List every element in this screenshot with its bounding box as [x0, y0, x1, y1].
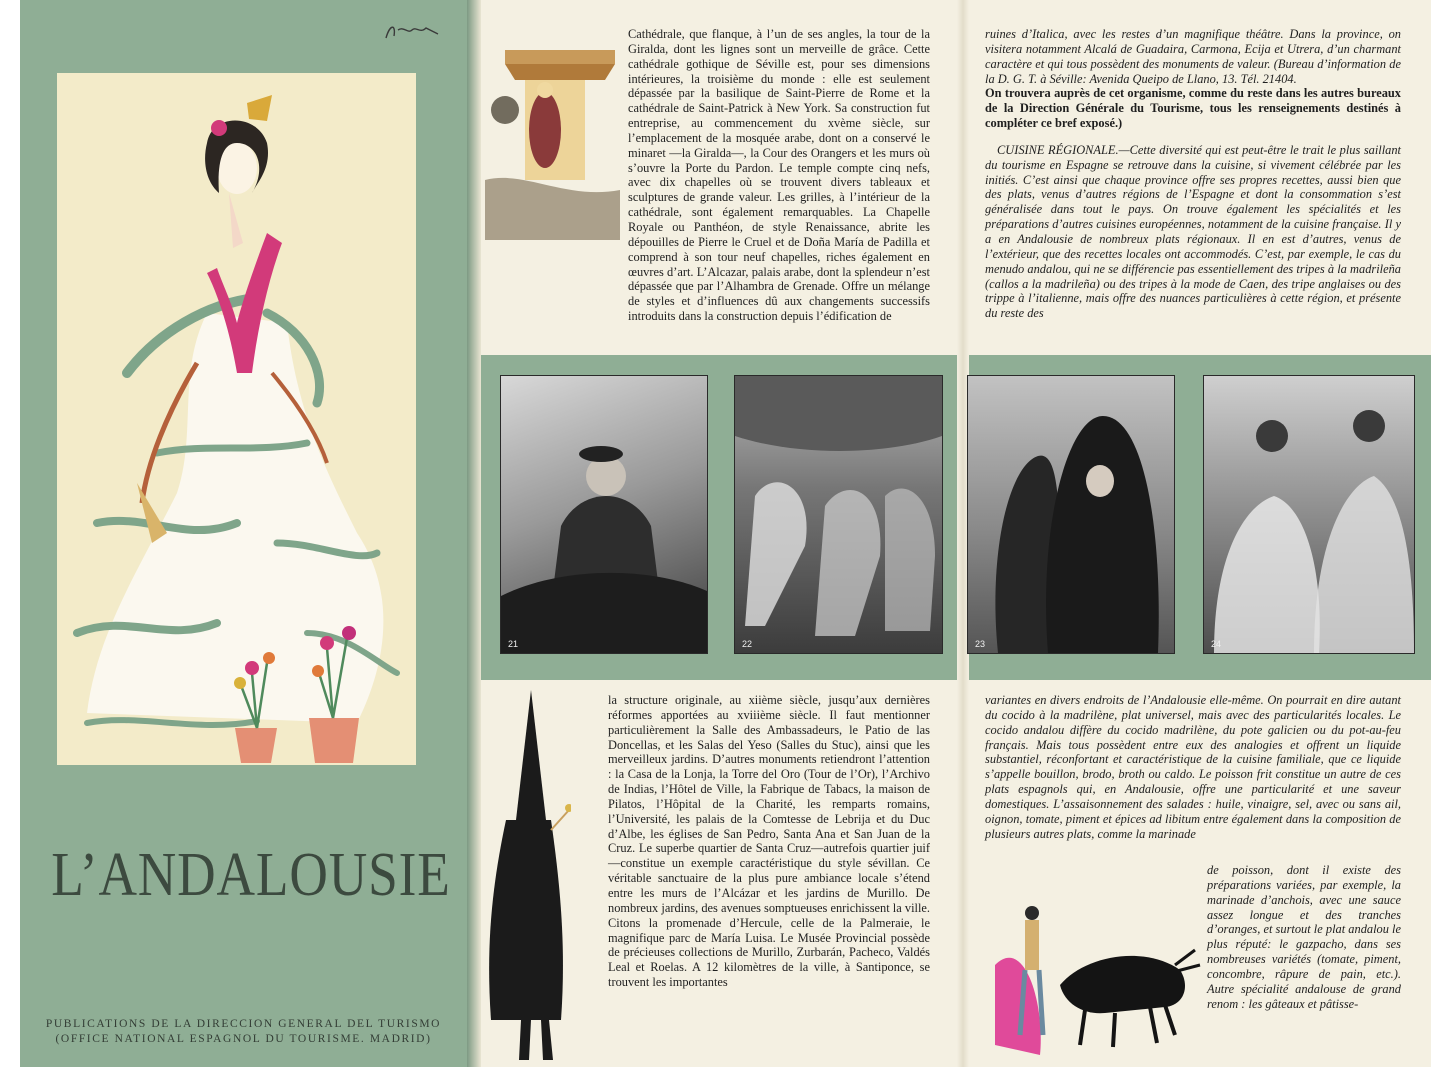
text-column-bottom-right-narrow [1207, 863, 1401, 1011]
paragraph-cathedrale: Cathédrale, que flanque, à l’un de ses angles, la tour de la Giralda, dont les lignes sont un merveille de grâce. Cette cathédrale gothique de Séville est, pour ses dimensions intérieures, la troisième du monde : elle est seulement dépassée par la basilique de Saint-Pierre de Rome et la cathédrale de Saint-Patrick à New York. Sa construction fut entreprise, au commencement du xvème siècle, sur l’emplacement de la mosquée arabe, dont on a conservé le minaret —la Giralda—, la Cour des Orangers et les murs où s’ouvre la Porte du Pardon. Le temple compte cinq nefs, avec dix chapelles où se trouvent divers tableaux et sculptures de grande valeur. Les grilles, à l’intérieur de la cathédrale, sont également remarquables. La Chapelle Royale ou Panthéon, de style Renaissance, abrite les dépouilles de Pierre le Cruel et de Doña María de Padilla et comprend à son tour neuf chapelles, riches également en œuvres d’art. L’Alcazar, palais arabe, dont la splendeur n’est dépassée que par l’Alhambra de Grenade. Offre un mélange de styles et d’influences dû aux changements successifs introduits dans la construction depuis l’édification de [628, 27, 930, 324]
cover-title: L’ANDALOUSIE [51, 841, 451, 909]
photo-number: 23 [975, 639, 986, 649]
paragraph-dgt-info: On trouvera auprès de cet organisme, comme du reste dans les autres bureaux de la Direction Générale du Tourisme, tous les renseignements destinés à compléter ce bref exposé.) [985, 86, 1401, 131]
bullfight-illustration [985, 895, 1210, 1065]
paragraph-alcazar-monuments: la structure originale, au xiième siècle, jusqu’aux dernières réformes apportées au xviiième siècle. Il faut mentionner particulièrement la Salle des Ambassadeurs, le Patio de las Doncellas, et les Salas del Yeso (Salles du Stuc), ainsi que les merveilleux jardins. D’autres monuments retiendront l’attention : la Casa de la Lonja, la Torre del Oro (Tour de l’Or), l’Archivo de Indias, l’Hôtel de Ville, la Fabrique de Tabacs, la maison de Pilatos, l’Hôpital de la Charité, les remparts romains, l’Université, les palais de la Comtesse de Lebrija et du Duc d’Albe, les églises de San Pedro, Santa Ana et San Juan de la Cruz. Le superbe quartier de Santa Cruz—autrefois quartier juif—constitue un exemple caractéristique du style sévillan. Ce véritable sanctuaire de la plus pure ambiance locale s’étend entre les murs de l’Alcázar et les jardins de Murillo. De nombreux jardins, des avenues somptueuses enrichissent la ville. Citons la promenade d’Hercule, celle de la Palmeraie, le magnifique parc de María Luisa. Le Musée Provincial possède de précieuses collections de Murillo, Zurbarán, Pacheco, Valdés Leal et Roelas. A 12 kilomètres de la ville, à Santiponce, se trouvent les importantes [608, 693, 930, 990]
photo-dancers [734, 375, 943, 654]
text-column-bottom-left [608, 693, 930, 990]
photo-number: 24 [1211, 639, 1222, 649]
dancer-drawing [57, 73, 416, 765]
photo-horseman [500, 375, 708, 654]
procession-float-illustration [485, 30, 620, 240]
penitent-figure-illustration [481, 690, 571, 1065]
publisher-line-2: (OFFICE NATIONAL ESPAGNOL DU TOURISME. MADRID) [55, 1033, 432, 1045]
photo-number: 22 [742, 639, 753, 649]
artist-signature [382, 16, 442, 46]
flamenco-dancer-illustration [57, 73, 416, 765]
paragraph-cocido: variantes en divers endroits de l’Andalousie elle-même. On pourrait en dire autant du cocido à la madrilène, plat universel, mais avec des particularités locales. Le cocido andalou diffère du cocido madrilène, du pote galicien ou du pot-au-feu français. Mais tous possèdent entre eux des analogies et offrent un liquide substantiel, réconfortant et caractéristique de la cuisine familiale, que ce liquide s’appelle bouillon, brodo, broth ou caldo. Le poisson frit constitue un autre de ces plats espagnols qui, en Andalousie, offre une particularité et une saveur domestiques. L’assaisonnement des salades : huile, vinaigre, sel, avec ou sans ail, oignon, tomate, piment et épices ad libitum entre également dans la composition de plusieurs autres plats, comme la marinade [985, 693, 1401, 841]
paragraph-cuisine-regionale: CUISINE RÉGIONALE.—Cette diversité qui est peut-être le trait le plus saillant du tourisme en Espagne se retrouve dans la cuisine, si vivement célébrée par les initiés. C’est ainsi que chaque province offre ses propres recettes, aussi bien que des plats, venus d’autres régions de l’Espagne et dont la consommation s’est généralisée dans tout le pays. On trouve également les spécialités et les préparations d’autres cuisines européennes, notamment de la cuisine française. Il y a en Andalousie de nombreux plats régionaux. Il en est d’autres, venus de l’extérieur, que des recettes locales ont accommodés. C’est, par exemple, le cas du menudo andalou, qui ne se différencie pas essentiellement des tripes à la madrileña (callos a la madrileña) ou des tripes à la mode de Caen, des tripe anglaises ou des trippe à l’italienne, mais offre des nuances particulières à cette région, et présente du reste des [985, 142, 1401, 321]
text-column-bottom-right [985, 693, 1401, 841]
flower-pot-right [309, 718, 359, 763]
paragraph-gazpacho: de poisson, dont il existe des préparations variées, par exemple, la marinade d’anchois, avec une sauce assez longue et des tranches d’oranges, et surtout le plat andalou le plus réputé: le gazpacho, dans ses nombreuses variétés (tomate, piment, concombre, râpure de pain, etc.). Autre spécialité andalouse de grand renom : les gâteaux et pâtisse- [1207, 863, 1401, 1011]
photo-number: 21 [508, 639, 519, 649]
photo-veiled-women [967, 375, 1175, 654]
text-column-top-right [985, 27, 1401, 321]
paragraph-italica: ruines d’Italica, avec les restes d’un magnifique théâtre. Dans la province, on visitera notamment Alcalá de Guadaira, Carmona, Ecija et Utrera, d’un charmant caractère et qui tous possèdent des monuments de valeur. (Bureau d’information de la D. G. T. à Séville: Avenida Queipo de Llano, 13. Tél. 21404. [985, 27, 1401, 86]
photo-flamenco-dresses [1203, 375, 1415, 654]
flower-pot-left [235, 728, 277, 763]
publisher-line-1: PUBLICATIONS DE LA DIRECCION GENERAL DEL TURISMO [45, 1018, 442, 1030]
text-column-top-left [628, 27, 930, 324]
cover-edge-shadow [467, 0, 481, 1067]
hair-comb [247, 95, 272, 121]
